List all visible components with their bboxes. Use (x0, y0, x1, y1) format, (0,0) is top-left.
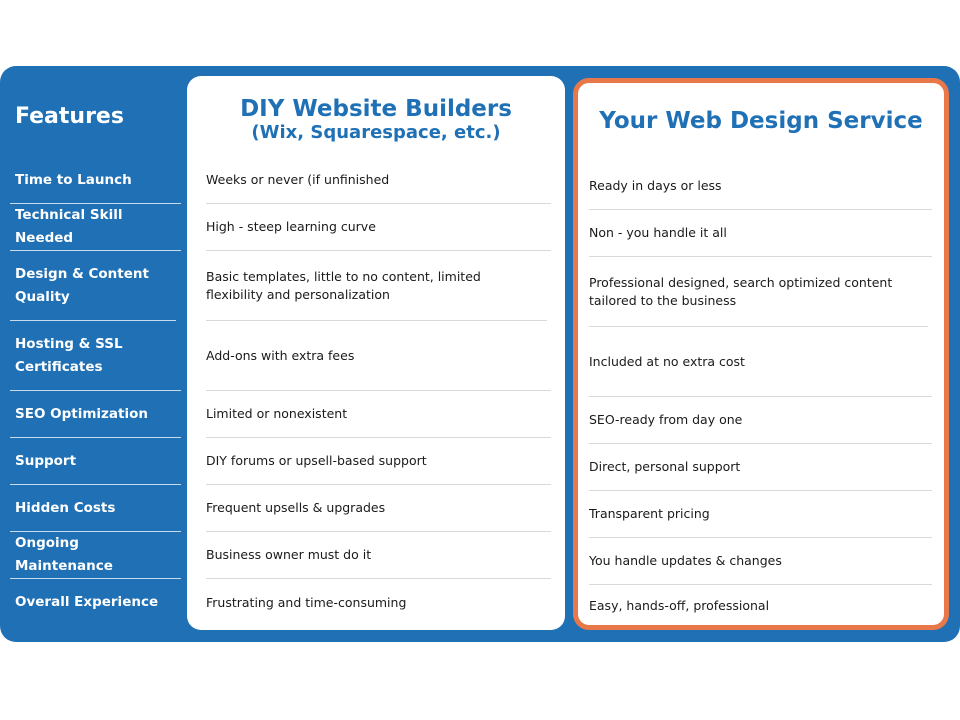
diy-cell-support: DIY forums or upsell-based support (206, 438, 551, 485)
service-cell-technical-skill: Non - you handle it all (589, 210, 932, 257)
feature-row-maintenance (10, 532, 181, 579)
feature-row-overall (10, 579, 181, 626)
service-cell-hosting-ssl: Included at no extra cost (589, 327, 932, 397)
service-card-title: Your Web Design Service (599, 108, 923, 134)
feature-label: Ongoing Maintenance (15, 535, 113, 574)
diy-cell-hidden-costs: Frequent upsells & upgrades (206, 485, 551, 532)
service-cell-hidden-costs: Transparent pricing (589, 491, 932, 538)
feature-label: Overall Experience (15, 594, 159, 610)
diy-builders-card (187, 76, 565, 630)
feature-row-hidden-costs (10, 485, 181, 532)
service-cell-maintenance: You handle updates & changes (589, 538, 932, 585)
diy-cell-hosting-ssl: Add-ons with extra fees (206, 321, 551, 391)
service-cell-overall: Easy, hands-off, professional (589, 598, 770, 613)
diy-card-subtitle: (Wix, Squarespace, etc.) (251, 122, 501, 143)
diy-cell-design-content: Basic templates, little to no content, limited flexibility and personalization (206, 251, 547, 321)
feature-row-time-to-launch (10, 157, 181, 204)
service-cell-time-to-launch: Ready in days or less (589, 163, 932, 210)
feature-label: Time to Launch (15, 171, 132, 188)
feature-label: Support (15, 452, 77, 469)
web-design-service-card (573, 78, 949, 630)
feature-label: Technical Skill Needed (15, 207, 123, 246)
service-cell-design-content: Professional designed, search optimized content tailored to the business (589, 257, 928, 327)
feature-row-seo (10, 391, 181, 438)
service-cell-support: Direct, personal support (589, 444, 932, 491)
feature-label: SEO Optimization (15, 405, 148, 422)
feature-row-hosting-ssl (10, 321, 181, 391)
diy-cell-technical-skill: High - steep learning curve (206, 204, 551, 251)
feature-label: Hosting & SSL Certificates (15, 335, 123, 375)
diy-cell-seo: Limited or nonexistent (206, 391, 551, 438)
diy-card-title: DIY Website Builders (240, 96, 512, 122)
service-cell-seo: SEO-ready from day one (589, 397, 932, 444)
diy-cell-maintenance: Business owner must do it (206, 532, 551, 579)
features-heading: Features (15, 104, 124, 129)
feature-label: Design & Content Quality (15, 265, 149, 305)
diy-cell-time-to-launch: Weeks or never (if unfinished (206, 157, 551, 204)
feature-row-support (10, 438, 181, 485)
feature-row-technical-skill (10, 204, 181, 251)
feature-row-design-content (10, 251, 176, 321)
diy-cell-overall: Frustrating and time-consuming (206, 594, 407, 610)
feature-label: Hidden Costs (15, 499, 116, 516)
